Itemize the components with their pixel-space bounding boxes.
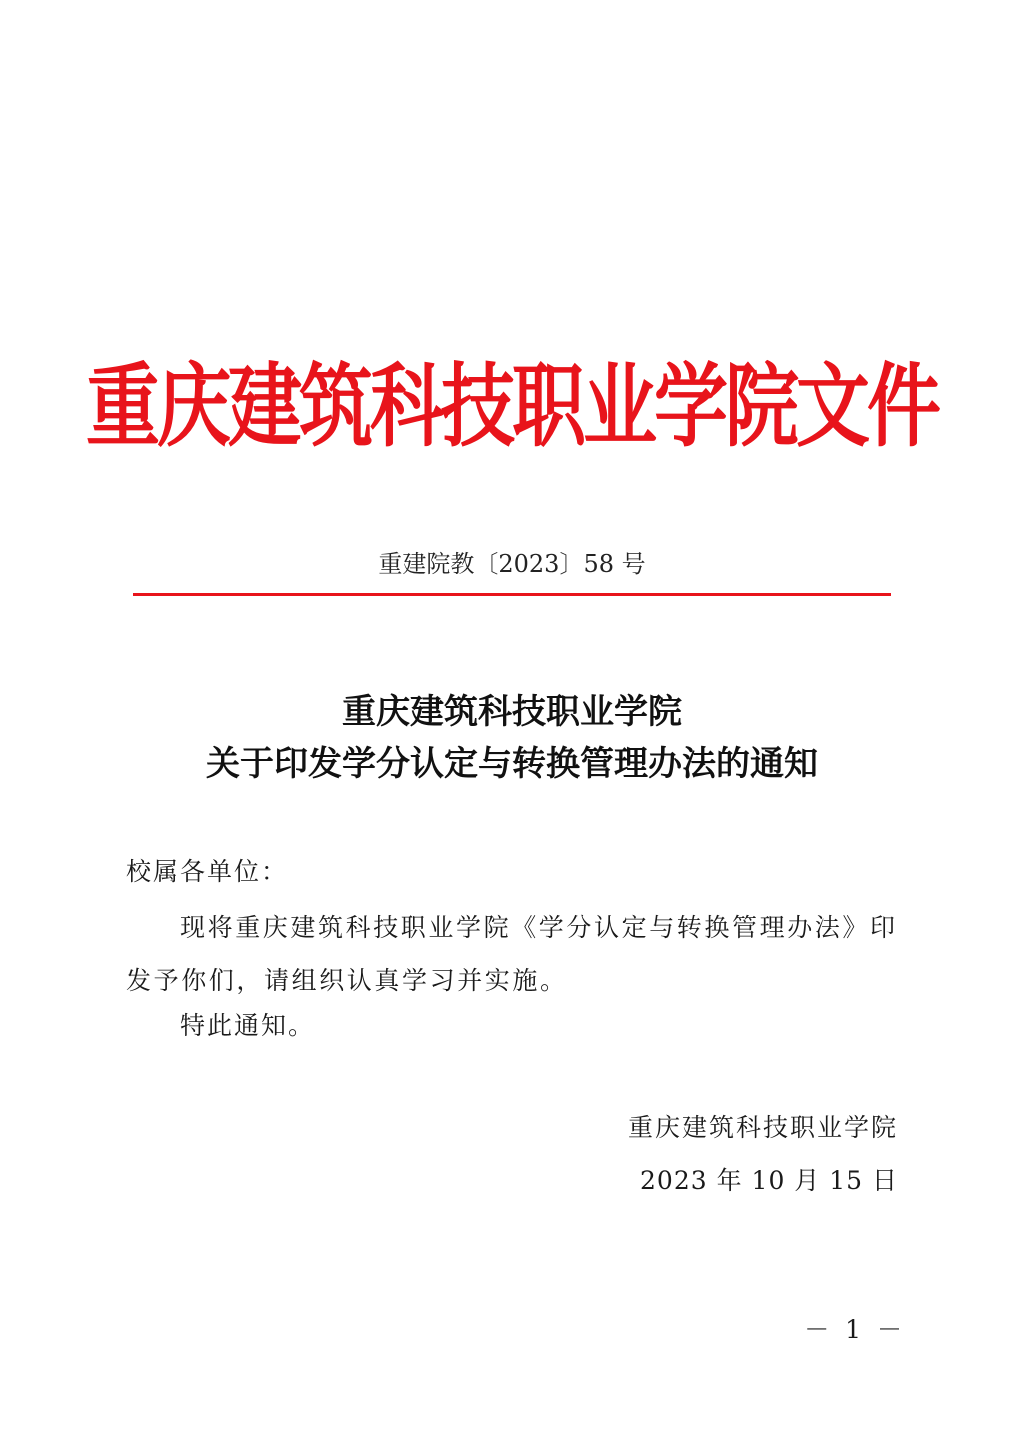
- closing-line: 特此通知。: [180, 1011, 316, 1040]
- signing-organization: 重庆建筑科技职业学院: [627, 1113, 898, 1142]
- signing-date: 2023 年 10 月 15 日: [640, 1166, 898, 1195]
- salutation: 校属各单位：: [126, 857, 289, 886]
- body-paragraph: 现将重庆建筑科技职业学院《学分认定与转换管理办法》印发予你们，请组织认真学习并实施。: [126, 913, 898, 995]
- issuer-title: 重庆建筑科技职业学院文件: [86, 354, 938, 460]
- document-number: 重建院教〔2023〕58 号: [378, 550, 646, 578]
- red-divider-line: [133, 593, 891, 596]
- notice-title-line-2: 关于印发学分认定与转换管理办法的通知: [206, 744, 818, 784]
- notice-title-line-1: 重庆建筑科技职业学院: [342, 692, 682, 732]
- page-number: － 1 －: [804, 1315, 906, 1344]
